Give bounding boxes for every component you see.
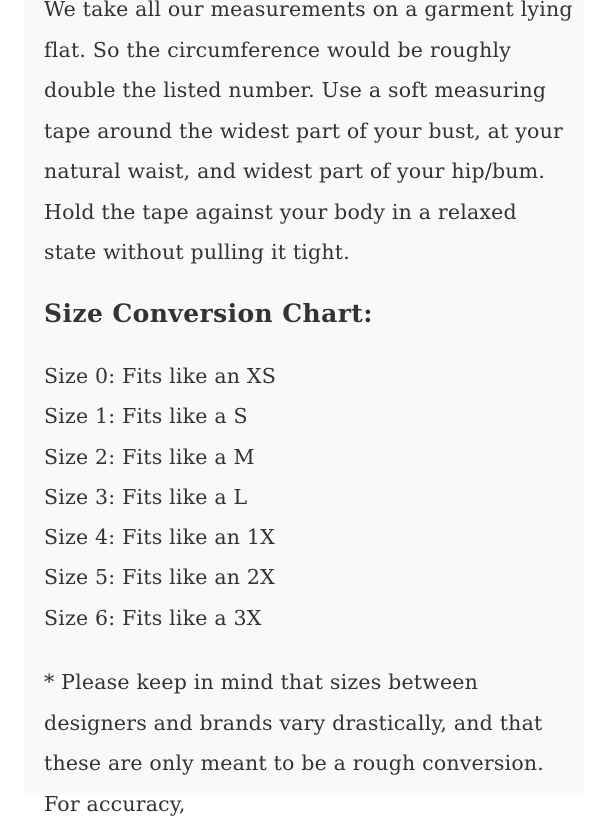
product-description-panel xyxy=(24,0,584,816)
size-disclaimer-note: * Please keep in mind that sizes between designers and brands vary drastically, and that these are only meant to be a rough conversion. For accuracy, xyxy=(44,670,545,816)
size-conversion-heading: Size Conversion Chart: xyxy=(44,298,373,328)
size-item-1: Size 1: Fits like a S xyxy=(44,404,248,429)
measurement-instructions: We take all our measurements on a garment lying flat. So the circumference would be roughly double the listed number. Use a soft measuring tape around the widest part of your bust, at your natural waist, and widest part of your hip/bum. Hold the tape against your body in a relaxed state without pulling it tight. xyxy=(44,0,573,264)
size-guide-content xyxy=(44,0,574,824)
size-item-2: Size 2: Fits like a M xyxy=(44,444,255,469)
size-item-0: Size 0: Fits like an XS xyxy=(44,364,276,388)
size-item-5: Size 5: Fits like an 2X xyxy=(44,565,275,590)
size-item-3: Size 3: Fits like a L xyxy=(44,484,248,509)
size-item-4: Size 4: Fits like an 1X xyxy=(44,525,275,550)
size-conversion-list xyxy=(44,356,574,638)
size-item-6: Size 6: Fits like a 3X xyxy=(44,605,262,630)
